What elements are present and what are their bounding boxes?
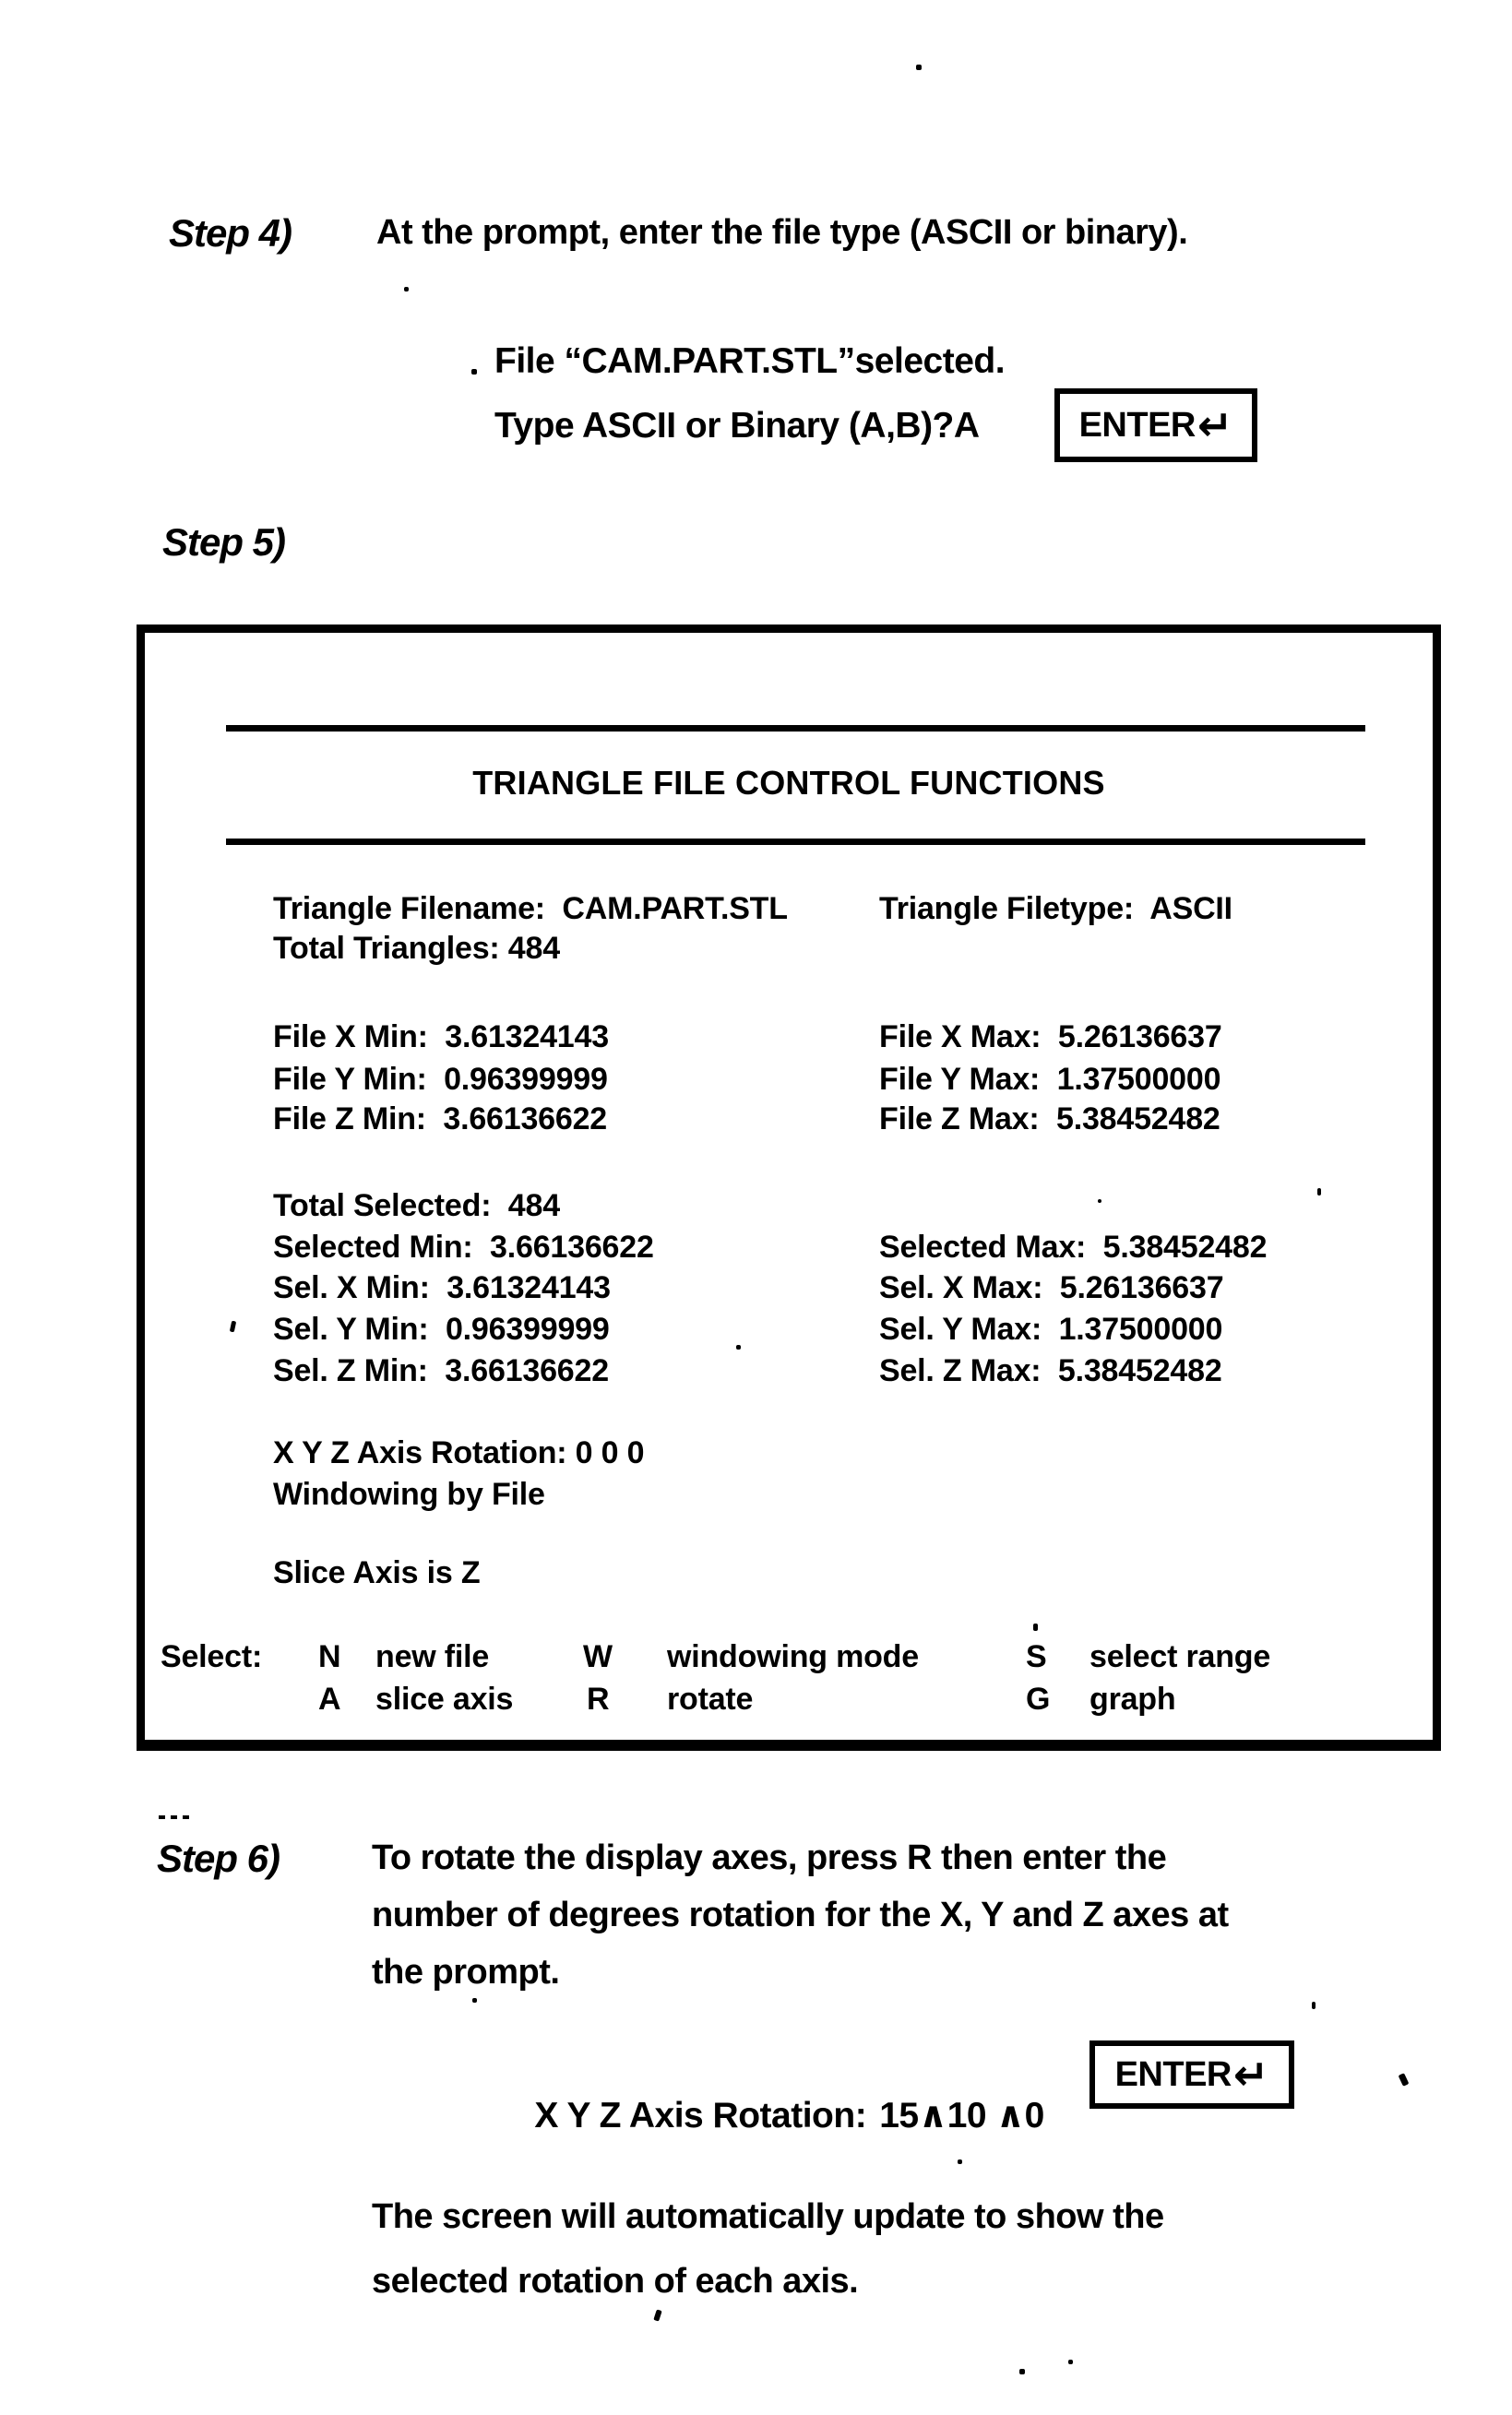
screen-row-file-y-min: File Y Min: 0.96399999	[273, 1062, 608, 1097]
step6-line2: number of degrees rotation for the X, Y and Z axes at	[372, 1896, 1229, 1934]
screen-row-sel-y-max: Sel. Y Max: 1.37500000	[879, 1312, 1223, 1347]
scan-artifact	[736, 1345, 741, 1350]
scan-artifact	[958, 2159, 962, 2164]
scan-artifact	[1068, 2360, 1073, 2364]
scan-artifact	[1312, 2002, 1316, 2009]
menu-key-graph: G	[1026, 1682, 1051, 1717]
screen-row-filetype: Triangle Filetype: ASCII	[879, 891, 1232, 926]
rotation-prompt-label: X Y Z Axis Rotation:	[534, 2095, 867, 2135]
menu-label-slice-axis: slice axis	[375, 1682, 514, 1717]
step6-line1: To rotate the display axes, press R then enter the	[372, 1838, 1167, 1877]
scan-artifact	[404, 287, 409, 291]
rotation-prompt-value: 15∧10 ∧0	[879, 2095, 1044, 2135]
screen-row-sel-z-min: Sel. Z Min: 3.66136622	[273, 1353, 609, 1388]
screen-row-file-y-max: File Y Max: 1.37500000	[879, 1062, 1221, 1097]
screen-row-file-x-max: File X Max: 5.26136637	[879, 1019, 1222, 1054]
scan-artifact	[1098, 1199, 1101, 1203]
scan-artifact	[1399, 2073, 1410, 2087]
select-prompt: Select:	[161, 1639, 263, 1674]
menu-label-windowing-mode: windowing mode	[667, 1639, 919, 1674]
menu-key-select-range: S	[1026, 1639, 1047, 1674]
screen-row-selected-min: Selected Min: 3.66136622	[273, 1230, 654, 1265]
menu-key-slice-axis: A	[318, 1682, 341, 1717]
screen-row-sel-x-min: Sel. X Min: 3.61324143	[273, 1270, 611, 1305]
screen-row-axis-rotation: X Y Z Axis Rotation: 0 0 0	[273, 1435, 645, 1470]
screen-title: TRIANGLE FILE CONTROL FUNCTIONS	[472, 764, 1105, 802]
step4-instruction: At the prompt, enter the file type (ASCII or binary).	[376, 213, 1188, 252]
echo-filetype-prompt-line: Type ASCII or Binary (A,B)?A	[494, 406, 980, 446]
menu-label-select-range: select range	[1089, 1639, 1271, 1674]
screen-row-sel-z-max: Sel. Z Max: 5.38452482	[879, 1353, 1222, 1388]
enter-key-2	[1089, 2040, 1294, 2109]
step6-line3: the prompt.	[372, 1953, 560, 1992]
screen-row-filename: Triangle Filename: CAM.PART.STL	[273, 891, 788, 926]
scan-artifact	[1317, 1188, 1321, 1196]
scan-artifact	[653, 2309, 661, 2321]
screen-row-total-triangles: Total Triangles: 484	[273, 931, 560, 966]
screen-title-rule-top	[226, 725, 1365, 732]
screen-row-file-z-max: File Z Max: 5.38452482	[879, 1101, 1220, 1136]
screen-row-selected-max: Selected Max: 5.38452482	[879, 1230, 1268, 1265]
step4-label: Step 4)	[169, 211, 292, 255]
scan-artifact	[471, 369, 477, 375]
scan-artifact	[472, 1998, 477, 2003]
step5-label: Step 5)	[162, 520, 286, 564]
return-arrow-icon: ↵	[1197, 401, 1233, 449]
screen-title-rule-bottom	[226, 839, 1365, 845]
screen-row-file-z-min: File Z Min: 3.66136622	[273, 1101, 608, 1136]
scan-artifact	[916, 65, 922, 70]
closing-line2: selected rotation of each axis.	[372, 2262, 859, 2301]
menu-key-windowing-mode: W	[583, 1639, 613, 1674]
enter-key-label: ENTER	[1078, 405, 1196, 445]
screen-row-windowing: Windowing by File	[273, 1477, 545, 1512]
scan-artifact	[159, 1815, 192, 1819]
menu-key-new-file: N	[318, 1639, 341, 1674]
screen-row-total-selected: Total Selected: 484	[273, 1188, 560, 1223]
closing-line1: The screen will automatically update to show the	[372, 2197, 1164, 2236]
menu-label-graph: graph	[1089, 1682, 1176, 1717]
step6-label: Step 6)	[157, 1837, 280, 1880]
menu-label-new-file: new file	[375, 1639, 490, 1674]
scan-artifact	[1033, 1624, 1038, 1631]
echo-file-selected-line: File “CAM.PART.STL”selected.	[494, 341, 1006, 381]
screen-row-sel-y-min: Sel. Y Min: 0.96399999	[273, 1312, 610, 1347]
screen-row-slice-axis: Slice Axis is Z	[273, 1555, 481, 1590]
menu-label-rotate: rotate	[667, 1682, 754, 1717]
screen-row-file-x-min: File X Min: 3.61324143	[273, 1019, 609, 1054]
enter-key-2-label: ENTER	[1114, 2054, 1232, 2094]
menu-key-rotate: R	[587, 1682, 610, 1717]
screen-row-sel-x-max: Sel. X Max: 5.26136637	[879, 1270, 1224, 1305]
enter-key	[1054, 388, 1257, 462]
scan-artifact	[1019, 2369, 1025, 2374]
return-arrow-icon-2: ↵	[1232, 2051, 1269, 2099]
